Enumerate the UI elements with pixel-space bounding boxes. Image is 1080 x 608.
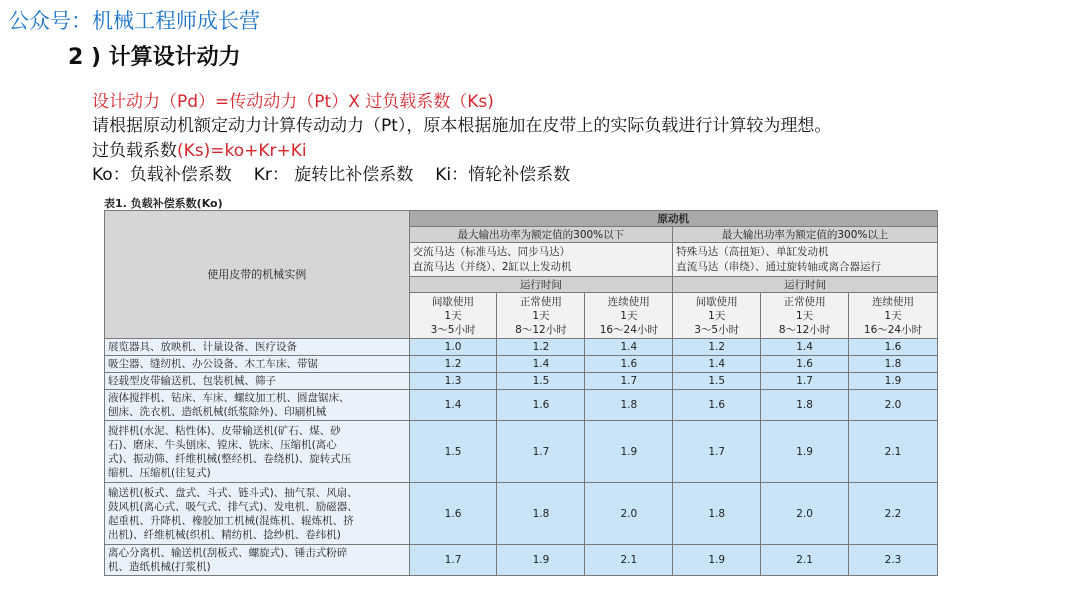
coefficient-value: 1.7 <box>585 373 673 390</box>
coefficient-value: 1.7 <box>409 545 497 576</box>
motor-type: 特殊马达（高扭矩）、单缸发动机 <box>676 245 829 258</box>
machine-example-line: 缩机、压缩机(往复式) <box>108 466 211 479</box>
coefficient-value: 1.6 <box>849 339 938 356</box>
coefficient-definitions <box>92 160 570 185</box>
table-row <box>105 421 938 483</box>
machine-example-line: 式)、振动筛、纤维机械(整经机、卷绕机)、旋转式压 <box>108 452 352 465</box>
coefficient-value: 1.4 <box>673 356 761 373</box>
coefficient-value: 1.6 <box>409 483 497 545</box>
machine-example-line: 机、造纸机械(打浆机) <box>108 561 211 573</box>
overload-label: 过负载系数 <box>92 141 177 161</box>
coefficient-value: 1.4 <box>585 339 673 356</box>
row-header-cell: 使用皮带的机械实例 <box>105 211 410 339</box>
coefficient-value: 1.5 <box>409 421 497 483</box>
runtime-col: 间歇使用 1天 3～5小时 <box>673 293 761 339</box>
coefficient-value: 1.0 <box>409 339 497 356</box>
coefficient-value: 1.9 <box>673 545 761 576</box>
overload-formula: (Ks)=ko+Kr+Ki <box>177 141 307 161</box>
coefficient-value: 1.6 <box>761 356 849 373</box>
coef-ko: Ko：负载补偿系数 <box>92 165 232 185</box>
coefficient-value: 1.2 <box>497 339 585 356</box>
table-row <box>105 390 938 421</box>
machine-example-line: 搅拌机(水泥、粘性体)、皮带输送机(矿石、煤、砂 <box>108 424 341 437</box>
coefficient-value: 1.4 <box>497 356 585 373</box>
runtime-col: 连续使用 1天 16～24小时 <box>849 293 938 339</box>
runtime-col: 正常使用 1天 8～12小时 <box>761 293 849 339</box>
machine-example <box>105 339 410 356</box>
machine-example-line: 鼓风机(离心式、吸气式、排气式)、发电机、励磁器、 <box>108 500 358 513</box>
coefficient-value: 1.3 <box>409 373 497 390</box>
coefficient-value: 2.3 <box>849 545 938 576</box>
overload-line <box>92 136 307 161</box>
machine-example-line: 石)、磨床、牛头刨床、镗床、铣床、压缩机(离心 <box>108 438 337 451</box>
prime-mover-header: 原动机 <box>409 211 937 227</box>
table-caption: 表1. 负载补偿系数(Ko) <box>104 197 223 210</box>
runtime-col: 正常使用 1天 8～12小时 <box>497 293 585 339</box>
design-power-formula: 设计动力（Pd）=传动动力（Pt）X 过负载系数（Ks) <box>92 92 494 112</box>
coefficient-value: 2.1 <box>761 545 849 576</box>
coefficient-value: 1.7 <box>673 421 761 483</box>
coefficient-value: 1.9 <box>849 373 938 390</box>
coefficient-value: 1.2 <box>673 339 761 356</box>
machine-example <box>105 545 410 576</box>
coefficient-value: 2.1 <box>849 421 938 483</box>
coefficient-value: 1.9 <box>585 421 673 483</box>
coefficient-value: 1.6 <box>585 356 673 373</box>
range-header-low: 最大输出功率为额定值的300%以下 <box>409 227 673 243</box>
motor-types-low <box>409 243 673 277</box>
coefficient-value: 1.4 <box>409 390 497 421</box>
brand-label: 公众号：机械工程师成长营 <box>8 9 260 33</box>
motor-type: 直流马达（串绕）、通过旋转轴或离合器运行 <box>676 260 881 273</box>
machine-example-line: 出机)、纤维机械(织机、精纺机、捻纱机、卷纬机) <box>108 528 341 541</box>
machine-example-line: 液体搅拌机、钻床、车床、螺纹加工机、圆盘锯床、 <box>108 392 350 404</box>
runtime-header: 运行时间 <box>673 277 938 293</box>
machine-example-line: 起重机、升降机、橡胶加工机械(混炼机、辊炼机、挤 <box>108 514 354 527</box>
coefficient-value: 1.9 <box>761 421 849 483</box>
machine-example <box>105 373 410 390</box>
coefficient-value: 1.6 <box>497 390 585 421</box>
coefficient-value: 1.5 <box>497 373 585 390</box>
machine-example-line: 展览器具、放映机、计量设备、医疗设备 <box>108 341 297 353</box>
coefficient-value: 1.6 <box>673 390 761 421</box>
coefficient-value: 2.2 <box>849 483 938 545</box>
runtime-col: 间歇使用 1天 3～5小时 <box>409 293 497 339</box>
coefficient-value: 1.8 <box>497 483 585 545</box>
coefficient-value: 1.8 <box>585 390 673 421</box>
table-row <box>105 339 938 356</box>
section-title: 2 ) 计算设计动力 <box>68 45 241 70</box>
machine-example <box>105 390 410 421</box>
table-row <box>105 483 938 545</box>
table-row <box>105 545 938 576</box>
machine-example <box>105 356 410 373</box>
coefficient-value: 1.4 <box>761 339 849 356</box>
coefficient-value: 1.9 <box>497 545 585 576</box>
description-line: 请根据原动机额定动力计算传动动力（Pt），原本根据施加在皮带上的实际负载进行计算较为理想。 <box>92 116 832 136</box>
coefficient-value: 2.0 <box>849 390 938 421</box>
motor-type: 直流马达（并绕）、2缸以上发动机 <box>412 260 572 273</box>
machine-example <box>105 421 410 483</box>
table-row <box>105 373 938 390</box>
range-header-high: 最大输出功率为额定值的300%以上 <box>673 227 938 243</box>
coefficient-value: 1.8 <box>849 356 938 373</box>
coef-kr: Kr： 旋转比补偿系数 <box>253 165 414 185</box>
coefficient-value: 2.0 <box>761 483 849 545</box>
runtime-header: 运行时间 <box>409 277 673 293</box>
coefficient-value: 1.5 <box>673 373 761 390</box>
machine-example-line: 吸尘器、缝纫机、办公设备、木工车床、带锯 <box>108 358 318 370</box>
machine-example-line: 离心分离机、输送机(刮板式、螺旋式)、锤击式粉碎 <box>108 547 348 559</box>
machine-example <box>105 483 410 545</box>
coefficient-value: 1.8 <box>673 483 761 545</box>
machine-example-line: 输送机(板式、盘式、斗式、链斗式)、抽气泵、风扇、 <box>108 486 358 499</box>
runtime-col: 连续使用 1天 16～24小时 <box>585 293 673 339</box>
coefficient-value: 2.0 <box>585 483 673 545</box>
motor-types-high <box>673 243 938 277</box>
coefficient-value: 2.1 <box>585 545 673 576</box>
machine-example-line: 轻载型皮带输送机、包装机械、筛子 <box>108 375 276 387</box>
motor-type: 交流马达（标准马达、同步马达） <box>412 245 571 258</box>
coefficient-value: 1.7 <box>497 421 585 483</box>
machine-example-line: 刨床、洗衣机、造纸机械(纸浆除外)、印刷机械 <box>108 406 327 418</box>
coefficient-value: 1.2 <box>409 356 497 373</box>
table-row <box>105 356 938 373</box>
coefficient-value: 1.8 <box>761 390 849 421</box>
load-compensation-table <box>104 210 938 576</box>
coefficient-value: 1.7 <box>761 373 849 390</box>
coef-ki: Ki：惰轮补偿系数 <box>435 165 571 185</box>
